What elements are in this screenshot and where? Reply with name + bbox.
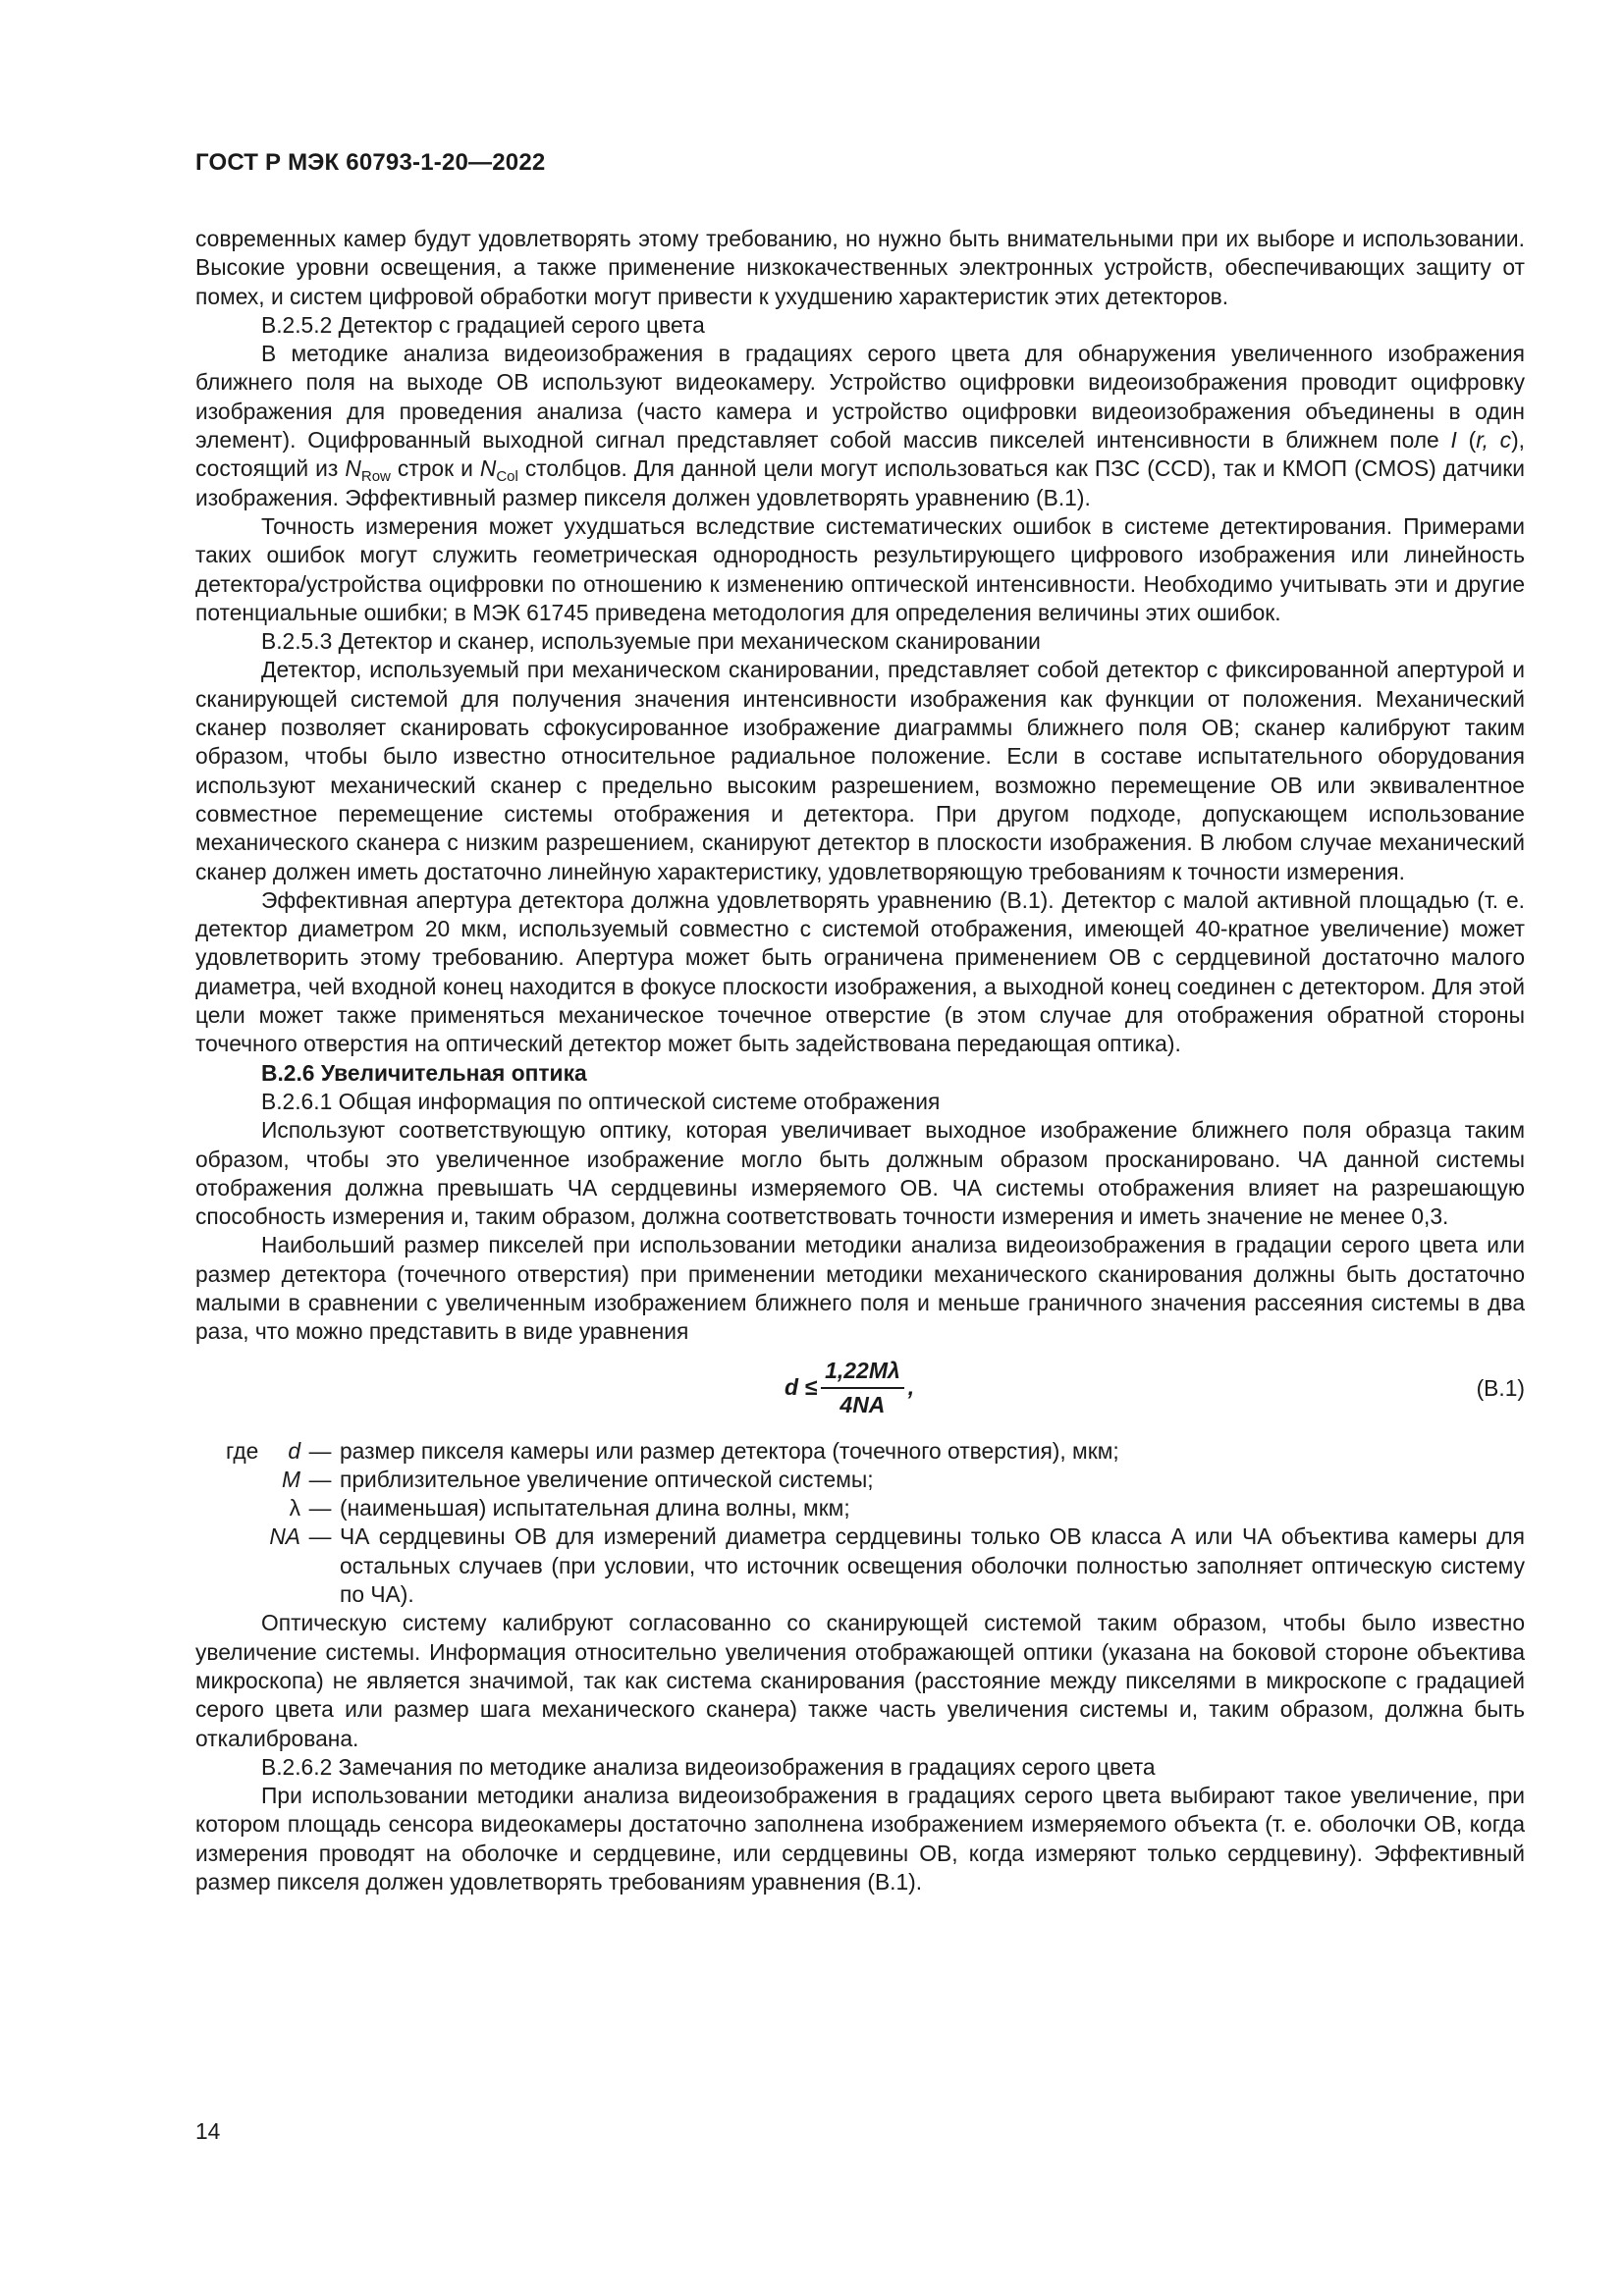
section-b26-heading: В.2.6 Увеличительная оптика	[261, 1059, 587, 1086]
subscript-row: Row	[360, 468, 391, 486]
where-item	[195, 1522, 1525, 1609]
symbol-N-col: N	[479, 455, 497, 482]
equation-denominator: 4NA	[839, 1391, 886, 1417]
paragraph-calibration: Оптическую систему калибруют согласованно со сканирующей системой таким образом, чтобы было известно увеличение системы. Информация относительно увеличения отображающей оптики (указана на боковой стороне объектива микроскопа) не является значимой, так как система сканирования (расстояние между пикселями в микроскопе с градацией серого цвета или размер шага механического сканера) также часть увеличения системы и, таким образом, должна быть откалибрована.	[195, 1610, 1525, 1751]
where-symbol: M	[282, 1466, 300, 1492]
paragraph-text: (	[1456, 427, 1477, 454]
section-b261-heading: В.2.6.1 Общая информация по оптической системе отображения	[261, 1088, 941, 1114]
where-dash: —	[308, 1466, 332, 1492]
where-dash: —	[308, 1495, 332, 1522]
symbol-N-row: N	[345, 455, 361, 482]
subscript-col: Col	[496, 468, 518, 486]
paragraph-text: В методике анализа видеоизображения в градациях серого цвета для обнаружения увеличенного изображения ближнего поля на выходе ОВ используют видеокамеру. Устройство оцифровки видеоизображения проводит оцифровку изображения для проведения анализа (часто камера и устройство оцифровки видеоизображения объединены в один элемент). Оцифрованный выходной сигнал представляет собой массив пикселей интенсивности в ближнем поле	[195, 341, 1525, 454]
where-item	[195, 1466, 1525, 1494]
where-definition: ЧА сердцевины ОВ для измерений диаметра сердцевины только ОВ класса А или ЧА объектива камеры для остальных случаев (при условии, что источник освещения оболочки полностью заполняет оптическую систему по ЧА).	[340, 1523, 1525, 1608]
section-b262-heading: В.2.6.2 Замечания по методике анализа видеоизображения в градациях серого цвета	[261, 1753, 1156, 1780]
paragraph-aperture: Эффективная апертура детектора должна удовлетворять уравнению (В.1). Детектор с малой активной площадью (т. е. детектор диаметром 20 мкм, используемый совместно с системой отображения, имеющей 40-кратное увеличение) может удовлетворить этому требованию. Апертура может быть ограничена применением ОВ с сердцевиной достаточно малого диаметра, чей входной конец находится в фокусе плоскости изображения, а выходной конец соединен с детектором. Для этой цели может также применяться механическое точечное отверстие (в этом случае для отображения обратной стороны точечного отверстия на оптический детектор может быть задействована передающая оптика).	[195, 886, 1525, 1057]
equation-fraction	[821, 1357, 904, 1420]
equation-numerator: 1,22Mλ	[821, 1357, 904, 1389]
paragraph-gray-notes: При использовании методики анализа видеоизображения в градациях серого цвета выбирают такое увеличение, при котором площадь сенсора видеокамеры достаточно заполнена изображением измеряемого объекта (т. е. оболочки ОВ, когда измерения проводят на оболочке и сердцевине, или сердцевины ОВ, когда измеряют только сердцевину). Эффективный размер пикселя должен удовлетворять требованиям уравнения (В.1).	[195, 1783, 1525, 1896]
paragraph-optics: Используют соответствующую оптику, которая увеличивает выходное изображение ближнего поля образца таким образом, чтобы это увеличенное изображение могло быть должным образом просканировано. ЧА данной системы отображения должна превышать ЧА сердцевины измеряемого ОВ. ЧА системы отображения влияет на разрешающую способность измерения и, таким образом, должна соответствовать точности измерения и иметь значение не менее 0,3.	[195, 1117, 1525, 1230]
section-b253-heading: В.2.5.3 Детектор и сканер, используемые при механическом сканировании	[261, 628, 1041, 655]
where-list	[195, 1437, 1525, 1610]
equation-lhs: d ≤	[785, 1374, 818, 1401]
paragraph-accuracy: Точность измерения может ухудшаться вследствие систематических ошибок в системе детектирования. Примерами таких ошибок могут служить геометрическая однородность результирующего цифрового изображения или линейность детектора/устройства оцифровки по отношению к изменению оптической интенсивности. Необходимо учитывать эти и другие потенциальные ошибки; в МЭК 61745 приведена методология для определения величины этих ошибок.	[195, 512, 1525, 625]
paragraph-text: столбцов. Для данной цели могут использоваться как ПЗС (CCD), так и КМОП (CMOS) датчики изображения. Эффективный размер пикселя должен удовлетворять уравнению (В.1).	[195, 455, 1526, 510]
where-symbol: λ	[289, 1495, 300, 1522]
paragraph-pixel-size: Наибольший размер пикселей при использовании методики анализа видеоизображения в градации серого цвета или размер детектора (точечного отверстия) при применении методики механического сканирования должны быть достаточно малыми в сравнении с увеличенным изображением ближнего поля и меньше граничного значения рассеяния системы в два раза, что можно представить в виде уравнения	[195, 1232, 1525, 1345]
paragraph-mechanical-scan: Детектор, используемый при механическом сканировании, представляет собой детектор с фиксированной апертурой и сканирующей системой для получения значения интенсивности изображения как функции от положения. Механический сканер позволяет сканировать сфокусированное изображение диаграммы ближнего поля ОВ; сканер калибруют таким образом, чтобы было известно относительное радиальное положение. Если в составе испытательного оборудования используют механический сканер с предельно высоким разрешением, возможно перемещение ОВ или эквивалентное совместное перемещение системы отображения и детектора. При другом подходе, допускающем использование механического сканера с низким разрешением, сканируют детектор в плоскости изображения. В любом случае механический сканер должен иметь достаточно линейную характеристику, удовлетворяющую требованиям к точности измерения.	[195, 657, 1525, 884]
document-body	[195, 225, 1525, 1896]
paragraph-intro: современных камер будут удовлетворять этому требованию, но нужно быть внимательными при их выборе и использовании. Высокие уровни освещения, а также применение низкокачественных электронных устройств, обеспечивающих защиту от помех, и систем цифровой обработки могут привести к ухудшению характеристик этих детекторов.	[195, 226, 1525, 309]
paragraph-gray-detector	[195, 340, 1525, 512]
symbol-I: I	[1450, 427, 1457, 454]
where-symbol: NA	[269, 1523, 300, 1550]
where-definition: (наименьшая) испытательная длина волны, мкм;	[340, 1495, 850, 1522]
where-item	[195, 1494, 1525, 1522]
where-definition: приблизительное увеличение оптической системы;	[340, 1466, 874, 1492]
where-dash: —	[308, 1523, 332, 1550]
where-word: где	[226, 1437, 259, 1464]
document-header: ГОСТ Р МЭК 60793-1-20—2022	[195, 149, 546, 176]
page-number: 14	[195, 2118, 221, 2144]
symbol-rc: r, c	[1476, 427, 1512, 454]
where-definition: размер пикселя камеры или размер детектора (точечного отверстия), мкм;	[340, 1437, 1119, 1464]
where-symbol: d	[288, 1437, 300, 1464]
equation-b1	[195, 1351, 1525, 1431]
paragraph-text: ), состоящий из	[195, 427, 1526, 482]
where-item	[195, 1437, 1525, 1466]
equation-number: (В.1)	[1476, 1374, 1525, 1401]
equation-comma: ,	[907, 1374, 915, 1401]
paragraph-text: строк и	[390, 455, 480, 482]
equation-expression	[785, 1357, 914, 1420]
section-b252-heading: В.2.5.2 Детектор с градацией серого цвета	[261, 311, 705, 338]
where-dash: —	[308, 1437, 332, 1464]
